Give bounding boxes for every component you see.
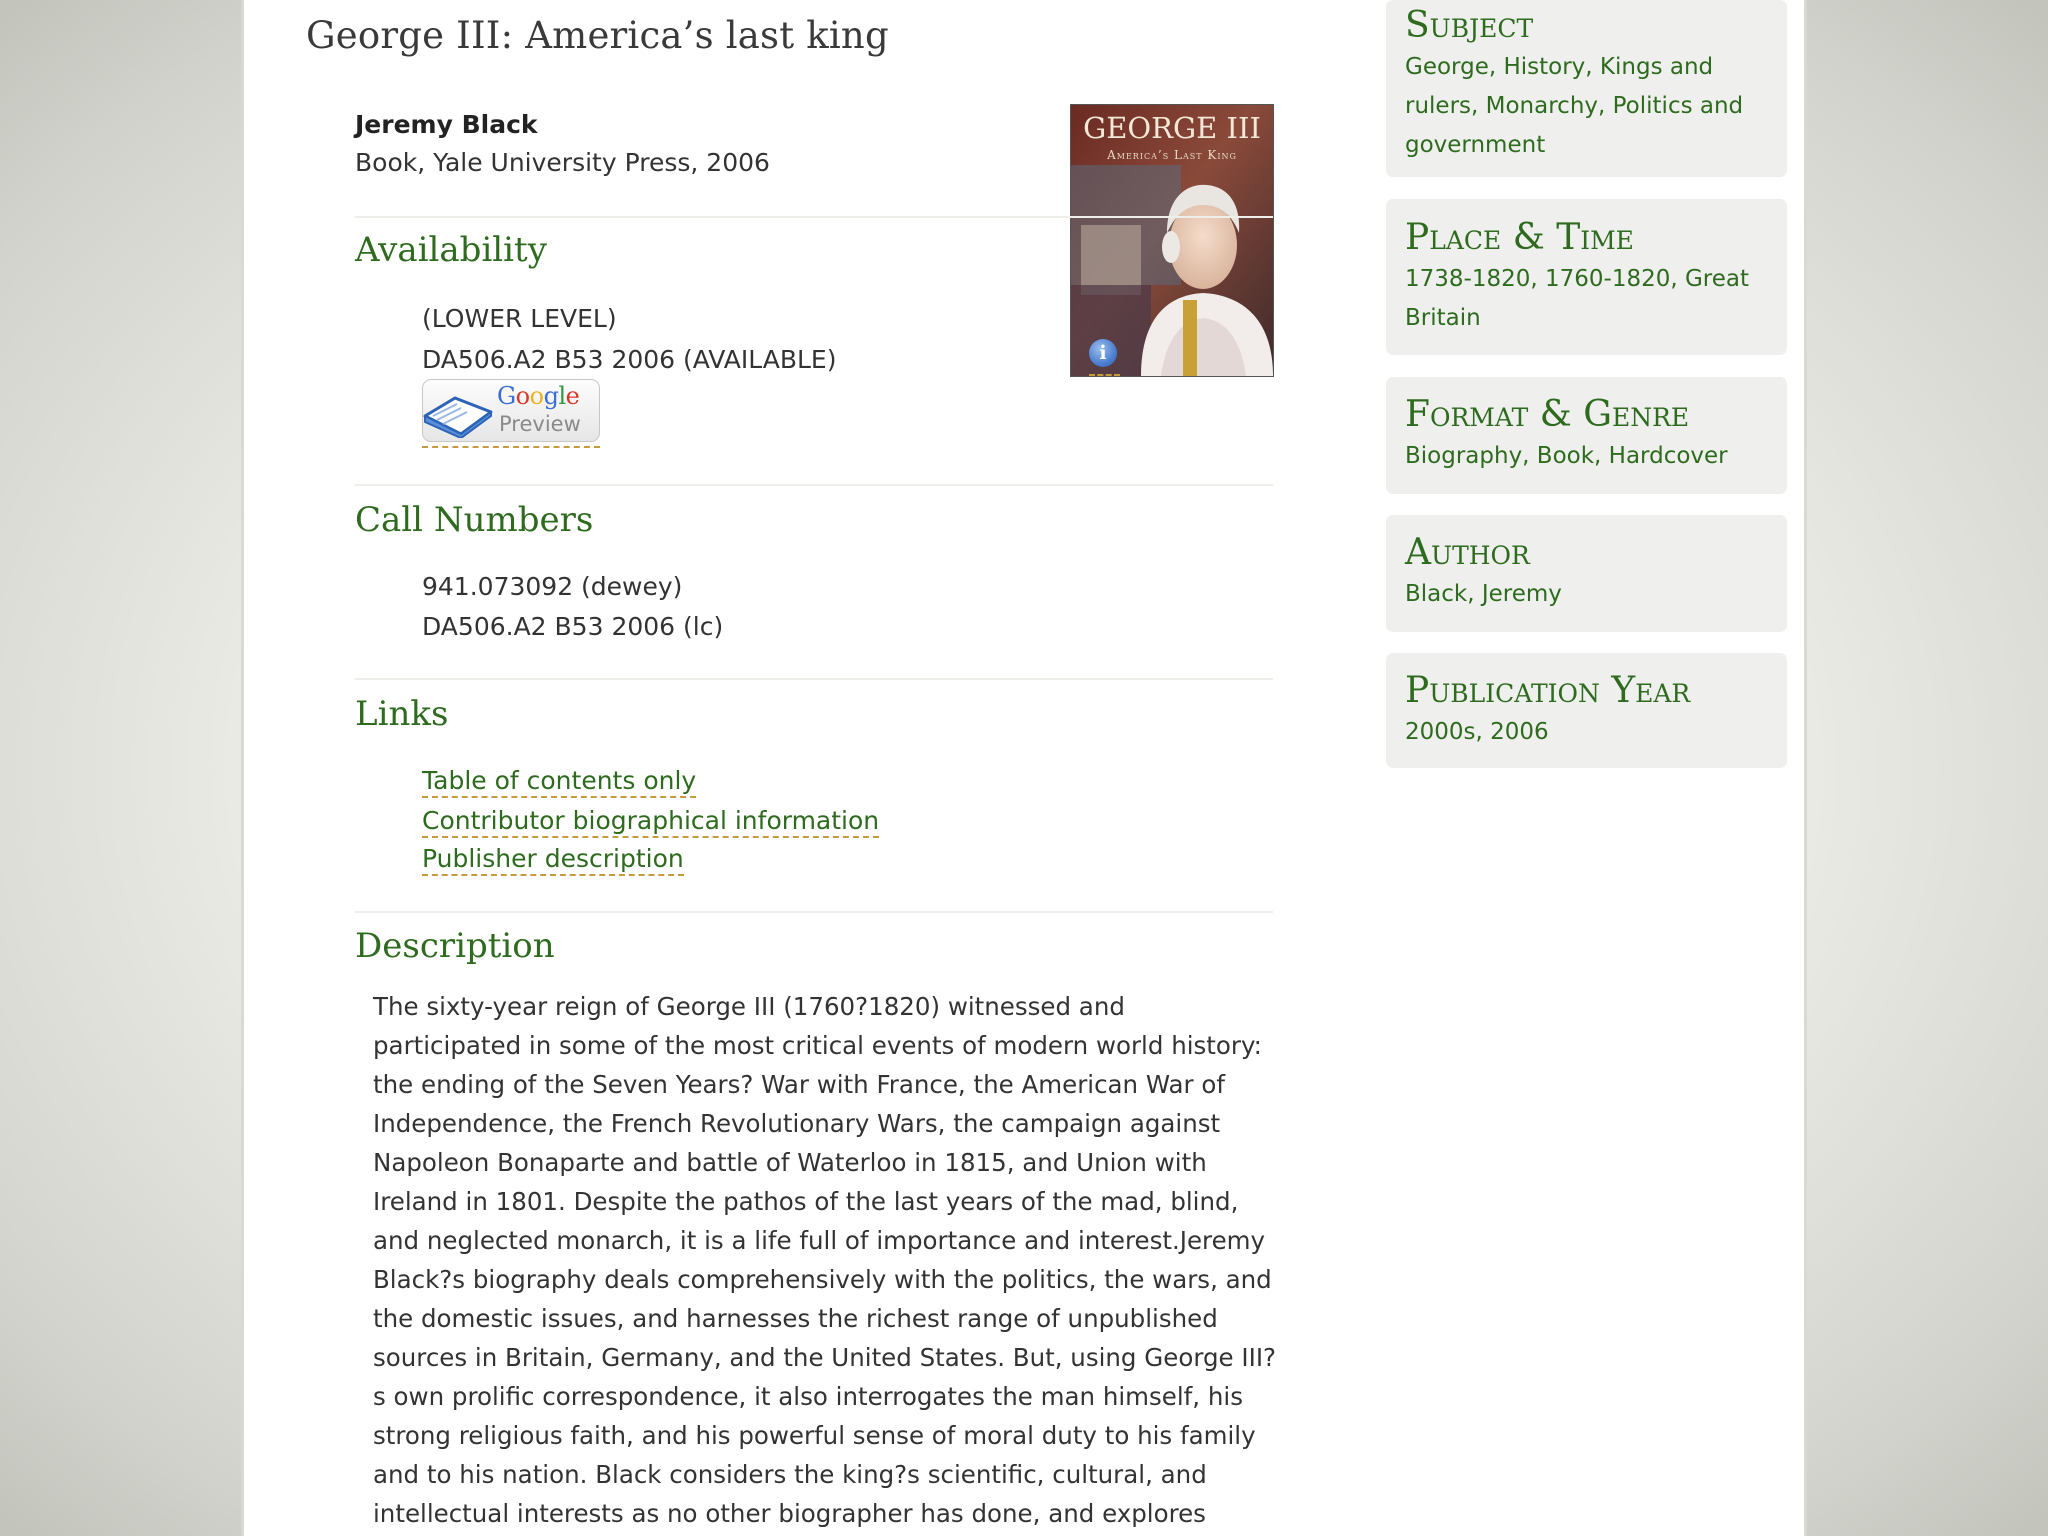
facet-place-time-values[interactable]: 1738-1820, 1760-1820, Great Britain: [1405, 266, 1750, 331]
cover-subtitle-text: America’s Last King: [1107, 148, 1237, 162]
google-logo-text: Google: [497, 382, 580, 410]
facet-subject: [1386, 0, 1787, 177]
call-number-lc: DA506.A2 B53 2006 (lc): [422, 612, 724, 641]
facet-format-genre: [1386, 377, 1787, 494]
book-cover-image[interactable]: [1070, 104, 1274, 377]
section-divider: [355, 678, 1273, 680]
cover-title-text: GEORGE III: [1083, 111, 1261, 145]
link-publisher-description[interactable]: Publisher description: [422, 844, 684, 876]
open-book-icon: [421, 386, 495, 438]
facet-place-time: [1386, 199, 1787, 355]
description-text: The sixty-year reign of George III (1760?1820) witnessed and participated in some of the most critical events of modern world history: the ending of the Seven Years? War with France, the American War of Independence, the French Revolutionary Wars, the campaign against Napoleon Bonaparte and battle of Waterloo in 1815, and Union with Ireland in 1801. Despite the pathos of the last years of the mad, blind, and neglected monarch, it is a life full of importance and interest.Jeremy Black?s biography deals comprehensively with the politics, the wars, and the domestic issues, and harnesses the richest range of unpublished sources in Britain, Germany, and the United States. But, using George III?s own prolific correspondence, it also interrogates the man himself, his strong religious faith, and his powerful sense of moral duty to his family and to his nation. Black considers the king?s scientific, cultural, and intellectual interests as no other biographer has done, and explores: [373, 992, 1277, 1528]
info-icon[interactable]: i: [1089, 339, 1117, 367]
call-numbers-heading: Call Numbers: [355, 500, 594, 540]
facet-author: [1386, 515, 1787, 632]
facet-author-values[interactable]: Black, Jeremy: [1405, 581, 1562, 607]
facet-place-time-title: Place & Time: [1405, 217, 1634, 258]
facet-author-title: Author: [1405, 532, 1530, 573]
section-divider: [355, 911, 1273, 913]
record-page: [241, 0, 1807, 1536]
link-contributor-info[interactable]: Contributor biographical information: [422, 806, 879, 838]
record-publication-info: Book, Yale University Press, 2006: [355, 148, 770, 177]
facet-publication-year-values[interactable]: 2000s, 2006: [1405, 719, 1549, 745]
facet-subject-title: Subject: [1405, 5, 1534, 46]
google-preview-underline: [422, 446, 600, 448]
facet-publication-year-title: Publication Year: [1405, 670, 1691, 711]
links-heading: Links: [355, 694, 449, 734]
description-heading: Description: [355, 926, 555, 966]
preview-label: Preview: [499, 412, 581, 436]
section-divider: [355, 216, 1273, 218]
record-author: Jeremy Black: [355, 110, 538, 139]
call-number-dewey: 941.073092 (dewey): [422, 572, 683, 601]
section-divider: [355, 484, 1273, 486]
facet-format-genre-values[interactable]: Biography, Book, Hardcover: [1405, 443, 1728, 469]
availability-status: DA506.A2 B53 2006 (AVAILABLE): [422, 345, 837, 374]
page-title: George III: America’s last king: [306, 14, 889, 57]
info-icon-underline: [1089, 374, 1120, 376]
availability-location: (LOWER LEVEL): [422, 304, 617, 333]
facet-subject-values[interactable]: George, History, Kings and rulers, Monarchy, Politics and government: [1405, 54, 1744, 158]
availability-heading: Availability: [355, 230, 547, 270]
google-preview-button[interactable]: [422, 379, 600, 442]
facet-format-genre-title: Format & Genre: [1405, 394, 1690, 435]
link-table-of-contents[interactable]: Table of contents only: [422, 766, 696, 798]
facet-publication-year: [1386, 653, 1787, 768]
